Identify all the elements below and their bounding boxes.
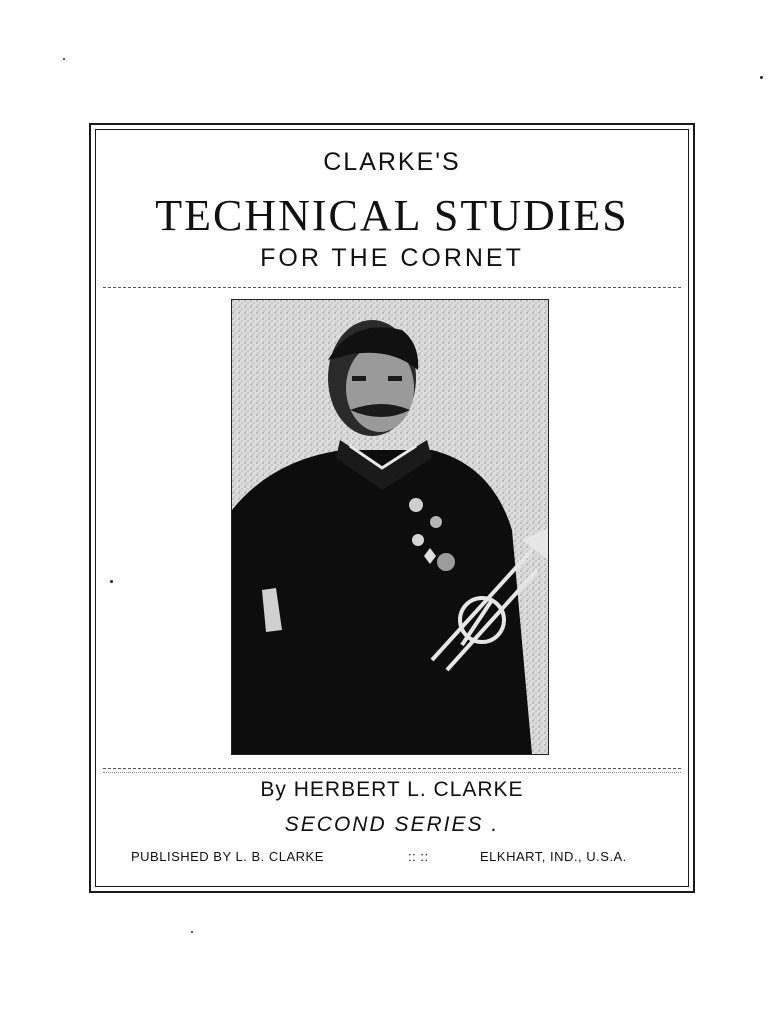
- pre-title: CLARKE'S: [323, 148, 461, 176]
- publisher-separator: :: ::: [408, 849, 429, 864]
- publisher-name: PUBLISHED BY L. B. CLARKE: [131, 849, 324, 864]
- divider-top: [103, 287, 681, 288]
- speck: [191, 931, 193, 933]
- publisher-location: ELKHART, IND., U.S.A.: [480, 849, 627, 864]
- author-line: By HERBERT L. CLARKE: [260, 778, 524, 801]
- speck: [63, 58, 65, 60]
- portrait-illustration: [232, 300, 548, 754]
- portrait-photo: [231, 299, 549, 755]
- divider-bottom: [103, 768, 681, 769]
- speck: [760, 76, 763, 79]
- main-title: TECHNICAL STUDIES: [155, 191, 629, 240]
- series-label: SECOND SERIES .: [284, 813, 500, 836]
- subtitle: FOR THE CORNET: [260, 244, 524, 272]
- divider-bottom-dotted: [103, 772, 681, 773]
